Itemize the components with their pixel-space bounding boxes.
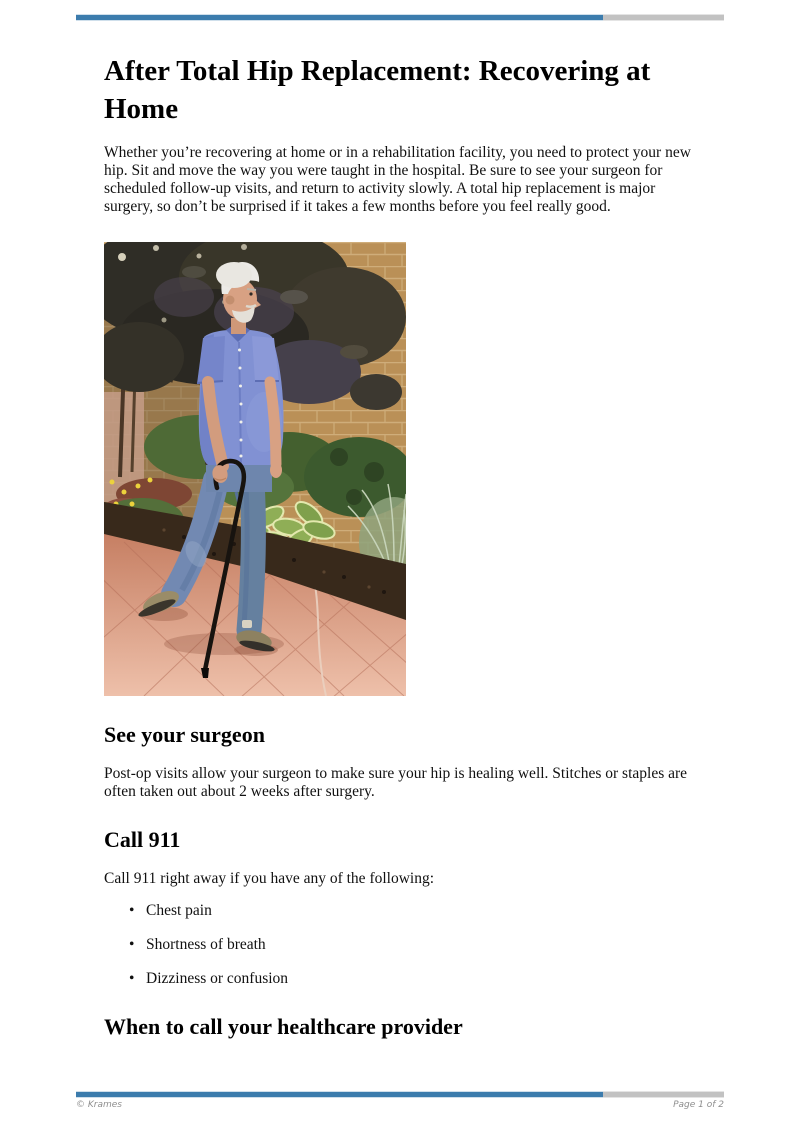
- section-body-see-your-surgeon: Post-op visits allow your surgeon to make sure your hip is healing well. Stitches or staples are often taken out about 2 weeks after surgery.: [104, 765, 688, 800]
- footer-copyright: © Krames: [76, 1100, 122, 1110]
- bullet-icon: •: [129, 970, 135, 987]
- section-heading-when-to-call-provider: When to call your healthcare provider: [104, 1014, 463, 1039]
- list-item: [104, 902, 698, 920]
- list-item: [104, 936, 698, 954]
- patient-walking-photo: [104, 242, 406, 696]
- intro-paragraph: Whether you’re recovering at home or in a rehabilitation facility, you need to protect your new hip. Sit and move the way you were taught in the hospital. Be sure to see your surgeon for scheduled follow-up visits, and return to activity slowly. A total hip replacement is major surgery, so don’t be surprised if it takes a few months before you feel really good.: [104, 144, 691, 215]
- section-heading-see-your-surgeon: See your surgeon: [104, 722, 265, 747]
- section-body-call-911: Call 911 right away if you have any of the following:: [104, 870, 435, 887]
- footer-page-indicator: Page 1 of 2: [673, 1100, 724, 1110]
- list-item-label: Chest pain: [146, 902, 212, 919]
- list-item: [104, 970, 698, 988]
- article: [104, 0, 698, 1041]
- bottom-divider: [76, 1091, 724, 1098]
- bullet-icon: •: [129, 902, 135, 919]
- photo-illustration: [104, 242, 406, 696]
- footer: [76, 1100, 724, 1110]
- call-911-symptom-list: [104, 902, 698, 988]
- bullet-icon: •: [129, 936, 135, 953]
- bottom-divider-accent: [76, 1091, 603, 1098]
- section-heading-call-911: Call 911: [104, 827, 181, 852]
- bottom-divider-gray: [603, 1091, 724, 1098]
- list-item-label: Shortness of breath: [146, 936, 266, 953]
- list-item-label: Dizziness or confusion: [146, 970, 289, 987]
- page-title: After Total Hip Replacement: Recovering at Home: [104, 55, 651, 125]
